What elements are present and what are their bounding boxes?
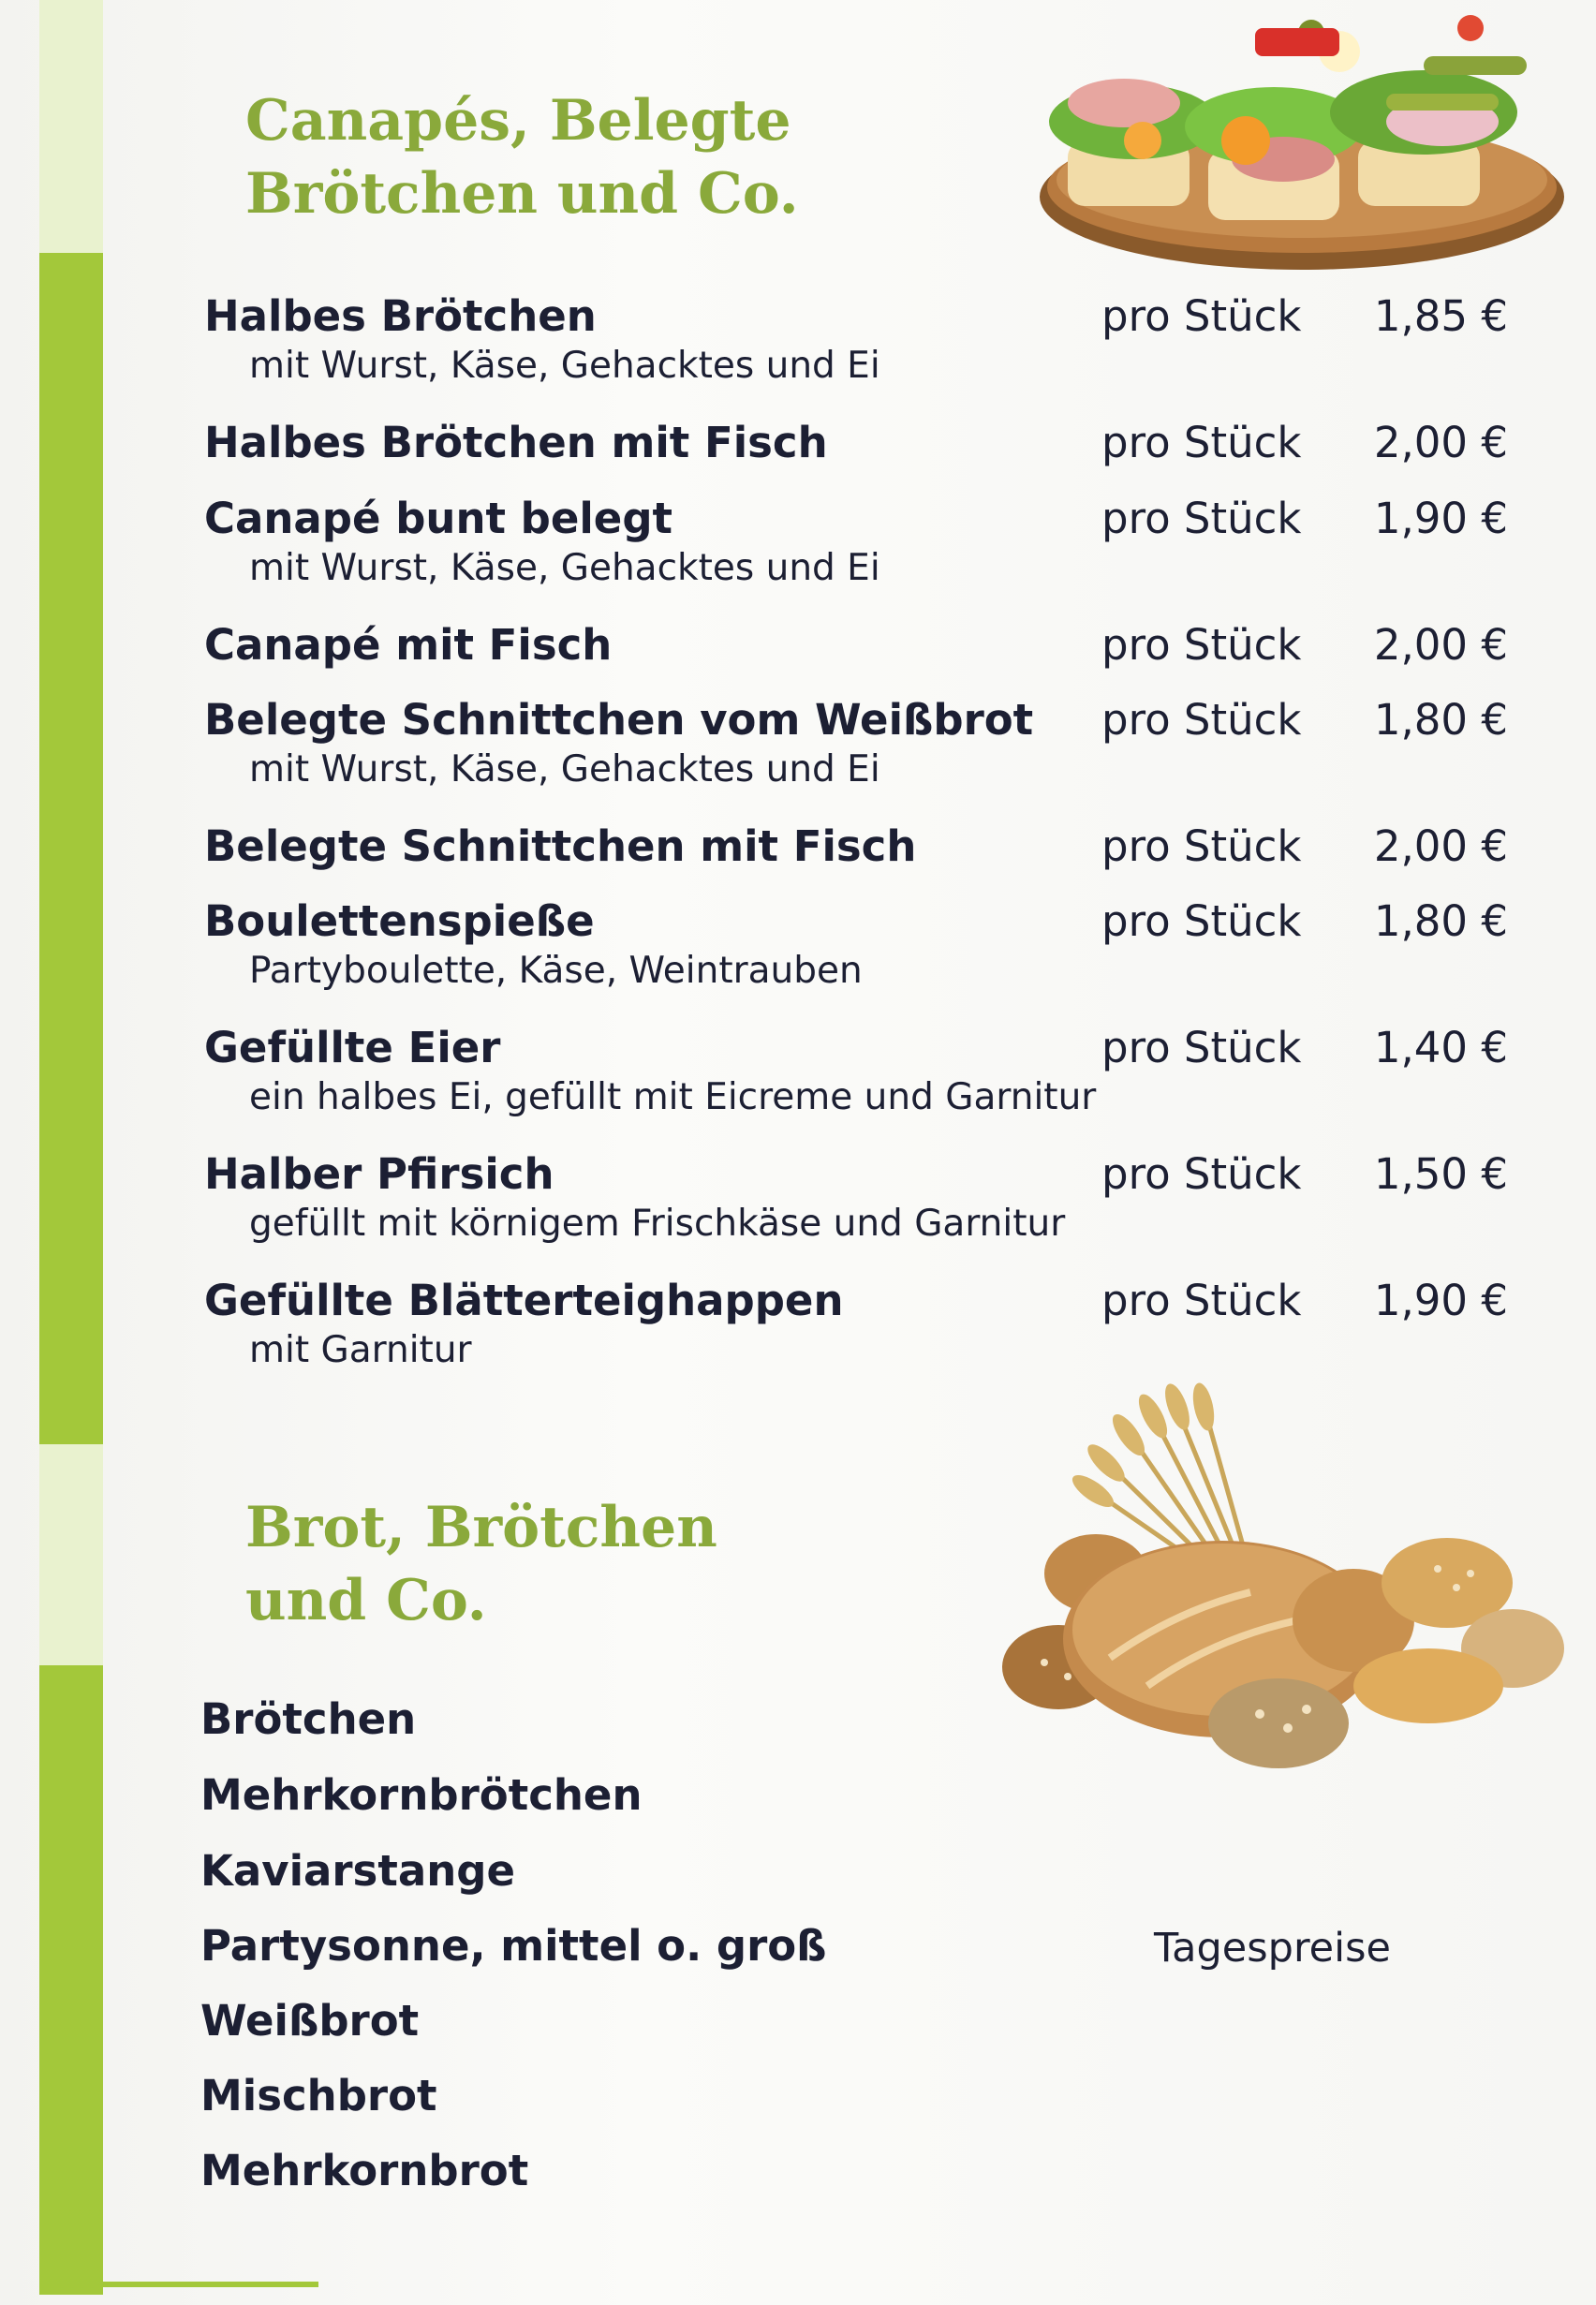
- item-unit: pro Stück: [1101, 418, 1302, 467]
- item-name: Halber Pfirsich: [204, 1149, 554, 1199]
- bread-assortment-image: [988, 1377, 1578, 1789]
- item-name: Canapé bunt belegt: [204, 494, 673, 543]
- item-description: Partyboulette, Käse, Weintrauben: [249, 950, 863, 992]
- item-price: 1,50 €: [1373, 1149, 1508, 1199]
- item-price: 1,80 €: [1373, 695, 1508, 745]
- section-title-bread: [245, 1491, 717, 1637]
- bread-item: Weißbrot: [200, 1996, 420, 2046]
- decor-bottom-line: [66, 2282, 318, 2287]
- item-description: mit Garnitur: [249, 1329, 472, 1371]
- item-description: mit Wurst, Käse, Gehacktes und Ei: [249, 345, 880, 387]
- item-unit: pro Stück: [1101, 291, 1302, 341]
- item-price: 2,00 €: [1373, 821, 1508, 871]
- item-name: Belegte Schnittchen vom Weißbrot: [204, 695, 1034, 745]
- item-name: Canapé mit Fisch: [204, 620, 613, 670]
- bread-item: Partysonne, mittel o. groß: [200, 1921, 827, 1971]
- item-description: gefüllt mit körnigem Frischkäse und Garnitur: [249, 1203, 1066, 1245]
- item-unit: pro Stück: [1101, 1023, 1302, 1072]
- item-price: 1,40 €: [1373, 1023, 1508, 1072]
- item-name: Halbes Brötchen mit Fisch: [204, 418, 828, 467]
- section-title-line: Canapés, Belegte: [245, 88, 791, 154]
- item-price: 1,90 €: [1373, 1276, 1508, 1325]
- section-title-canapes: [245, 84, 799, 230]
- decor-stripe-light: [39, 1444, 103, 1665]
- section-title-line: Brötchen und Co.: [245, 161, 799, 227]
- item-description: mit Wurst, Käse, Gehacktes und Ei: [249, 748, 880, 790]
- item-unit: pro Stück: [1101, 1149, 1302, 1199]
- item-price: 1,85 €: [1373, 291, 1508, 341]
- item-name: Gefüllte Eier: [204, 1023, 501, 1072]
- decor-stripe-green: [39, 253, 103, 1444]
- item-unit: pro Stück: [1101, 695, 1302, 745]
- item-price: 1,90 €: [1373, 494, 1508, 543]
- canape-platter-image: [1030, 0, 1574, 281]
- item-name: Belegte Schnittchen mit Fisch: [204, 821, 917, 871]
- bread-item: Kaviarstange: [200, 1846, 515, 1896]
- item-description: mit Wurst, Käse, Gehacktes und Ei: [249, 547, 880, 589]
- item-name: Halbes Brötchen: [204, 291, 597, 341]
- item-unit: pro Stück: [1101, 1276, 1302, 1325]
- bread-item: Mehrkornbrot: [200, 2146, 529, 2195]
- item-unit: pro Stück: [1101, 620, 1302, 670]
- bread-item: Brötchen: [200, 1694, 417, 1744]
- item-price: 2,00 €: [1373, 418, 1508, 467]
- item-unit: pro Stück: [1101, 821, 1302, 871]
- decor-stripe-green: [39, 1665, 103, 2295]
- section-title-line: und Co.: [245, 1568, 487, 1633]
- bread-item: Mehrkornbrötchen: [200, 1770, 643, 1820]
- item-name: Gefüllte Blätterteighappen: [204, 1276, 844, 1325]
- item-unit: pro Stück: [1101, 494, 1302, 543]
- section-title-line: Brot, Brötchen: [245, 1495, 717, 1560]
- item-price: 2,00 €: [1373, 620, 1508, 670]
- item-price: 1,80 €: [1373, 896, 1508, 946]
- item-unit: pro Stück: [1101, 896, 1302, 946]
- decor-stripe-light: [39, 0, 103, 253]
- bread-item: Mischbrot: [200, 2071, 437, 2120]
- item-name: Boulettenspieße: [204, 896, 595, 946]
- item-description: ein halbes Ei, gefüllt mit Eicreme und Garnitur: [249, 1076, 1097, 1118]
- daily-price-note: Tagespreise: [1154, 1925, 1391, 1972]
